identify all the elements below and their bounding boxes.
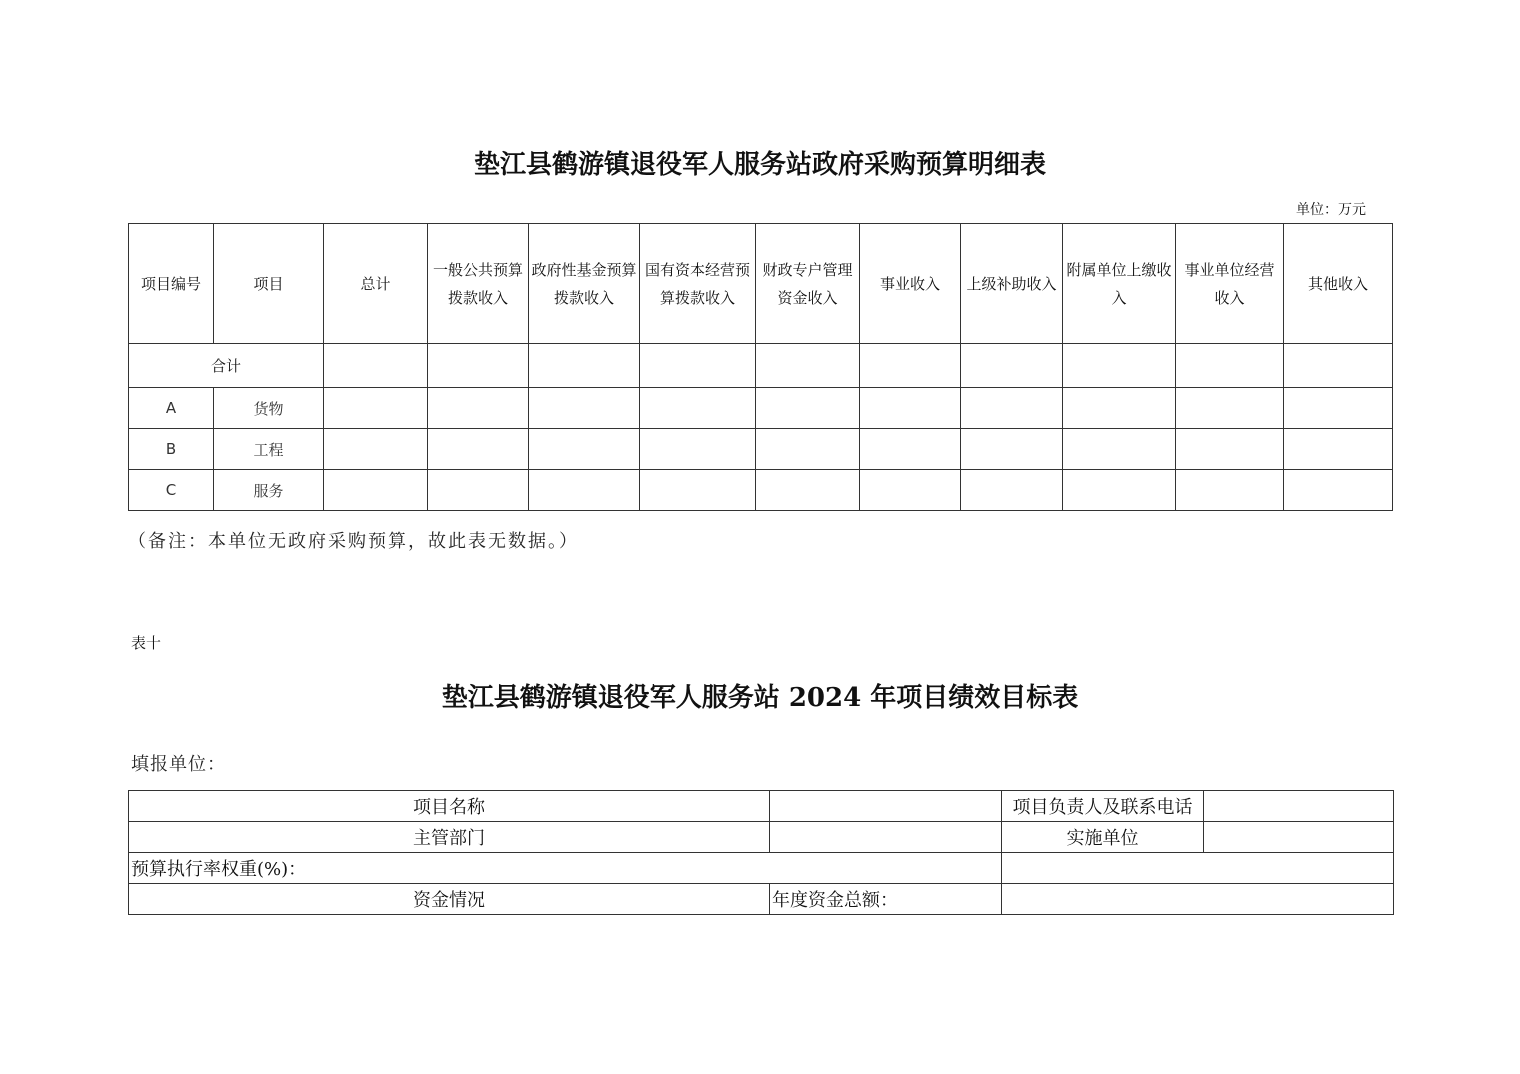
performance-target-title: 垫江县鹤游镇退役军人服务站 2024 年项目绩效目标表 [441,683,1079,713]
empty-cell [756,344,860,388]
table-row [129,791,1394,822]
budget-weight-label: 预算执行率权重(%)： [129,853,1002,884]
empty-cell [756,470,860,511]
empty-cell [1063,344,1176,388]
empty-cell [428,344,529,388]
contact-label: 项目负责人及联系电话 [1002,791,1204,822]
unit-label: 单位：万元 [1296,202,1366,218]
empty-cell [324,429,428,470]
empty-cell [529,388,640,429]
empty-cell [860,388,961,429]
empty-cell [1284,429,1393,470]
department-value [770,822,1002,853]
procurement-budget-table [128,223,1393,511]
implementer-value [1204,822,1394,853]
table-row [129,853,1394,884]
row-item: 服务 [214,470,324,511]
empty-cell [1284,388,1393,429]
empty-cell [529,470,640,511]
empty-cell [324,388,428,429]
empty-cell [640,470,756,511]
empty-cell [1063,429,1176,470]
table-row [129,884,1394,915]
empty-cell [1063,388,1176,429]
empty-cell [640,388,756,429]
empty-cell [756,388,860,429]
header-cell: 项目编号 [129,224,214,344]
table-row [129,470,1393,511]
empty-cell [324,470,428,511]
empty-cell [860,470,961,511]
row-code: A [129,388,214,429]
empty-cell [860,344,961,388]
contact-value [1204,791,1394,822]
empty-cell [428,429,529,470]
empty-cell [1063,470,1176,511]
table-row [129,388,1393,429]
header-cell: 一般公共预算拨款收入 [428,224,529,344]
total-row [129,344,1393,388]
performance-target-table [128,790,1394,915]
budget-detail-title: 垫江县鹤游镇退役军人服务站政府采购预算明细表 [473,150,1046,180]
header-cell: 事业单位经营收入 [1176,224,1284,344]
budget-weight-value [1002,853,1394,884]
empty-cell [961,470,1063,511]
empty-cell [324,344,428,388]
empty-cell [756,429,860,470]
empty-cell [1176,344,1284,388]
department-label: 主管部门 [129,822,770,853]
project-name-label: 项目名称 [129,791,770,822]
annual-funds-label: 年度资金总额： [770,884,1002,915]
header-cell: 国有资本经营预算拨款收入 [640,224,756,344]
project-name-value [770,791,1002,822]
header-cell: 总计 [324,224,428,344]
empty-cell [961,388,1063,429]
header-cell: 附属单位上缴收入 [1063,224,1176,344]
empty-cell [1284,344,1393,388]
empty-cell [1176,470,1284,511]
table-note: （备注：本单位无政府采购预算，故此表无数据。） [128,531,579,552]
implementer-label: 实施单位 [1002,822,1204,853]
empty-cell [529,344,640,388]
empty-cell [961,429,1063,470]
total-label: 合计 [129,344,324,388]
funds-label: 资金情况 [129,884,770,915]
empty-cell [860,429,961,470]
table-row [129,429,1393,470]
header-cell: 项目 [214,224,324,344]
header-cell: 事业收入 [860,224,961,344]
empty-cell [1176,429,1284,470]
header-cell: 其他收入 [1284,224,1393,344]
table-number-label: 表十 [131,634,162,652]
table-row [129,822,1394,853]
row-code: B [129,429,214,470]
empty-cell [1176,388,1284,429]
header-cell: 上级补助收入 [961,224,1063,344]
empty-cell [1284,470,1393,511]
row-code: C [129,470,214,511]
row-item: 货物 [214,388,324,429]
empty-cell [428,470,529,511]
empty-cell [961,344,1063,388]
header-row [129,224,1393,344]
empty-cell [428,388,529,429]
empty-cell [640,344,756,388]
header-cell: 财政专户管理资金收入 [756,224,860,344]
header-cell: 政府性基金预算拨款收入 [529,224,640,344]
fill-unit-label: 填报单位： [131,754,226,775]
empty-cell [529,429,640,470]
empty-cell [640,429,756,470]
row-item: 工程 [214,429,324,470]
annual-funds-value [1002,884,1394,915]
